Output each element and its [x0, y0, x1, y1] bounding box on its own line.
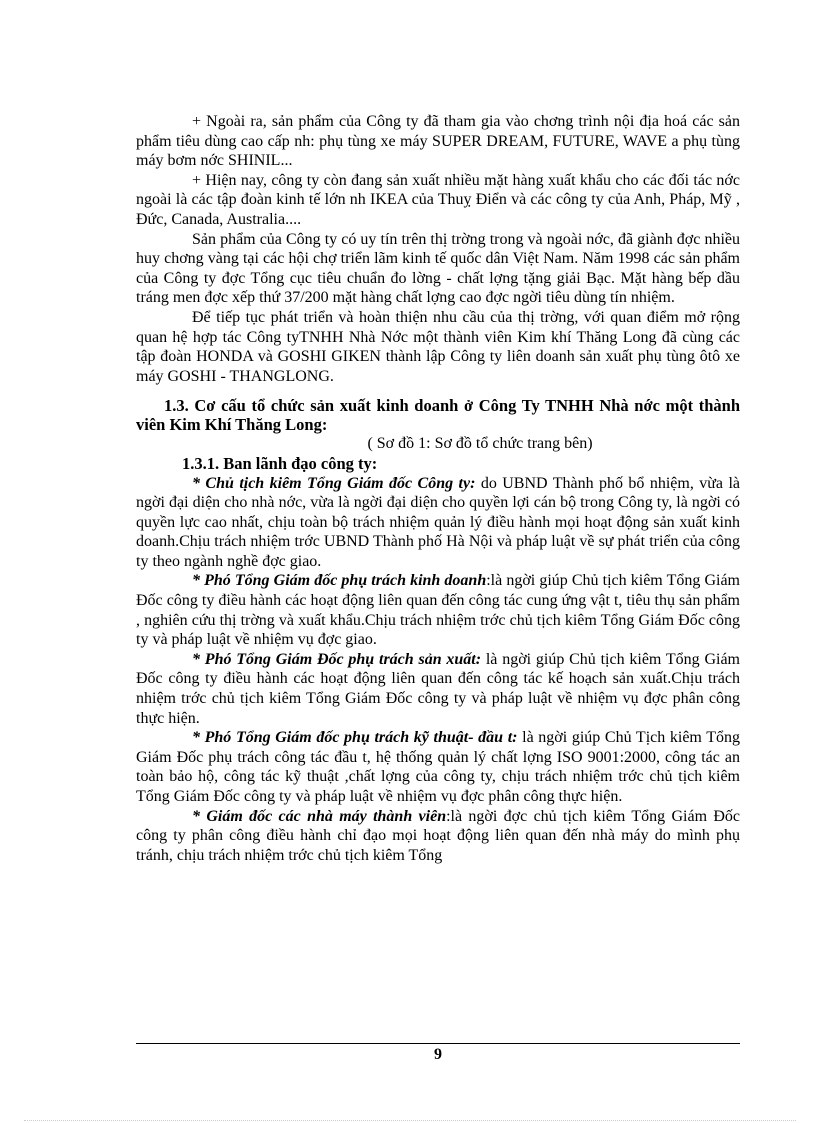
role-description: là ngời giúp Chủ tịch kiêm Tổng Giám Đốc công ty điều hành các hoạt động liên quan đến công tác kế hoạch sản xuất.Chịu trách nhiệm trớc chủ tịch kiêm Tổng Giám Đốc công ty và pháp luật về nhiệm vụ đợc phân công thực hiện.	[136, 650, 740, 727]
role-title: * Chủ tịch kiêm Tổng Giám đốc Công ty:	[192, 474, 476, 492]
role-chairman	[136, 474, 740, 572]
page-body	[136, 112, 740, 865]
section-heading: 1.3. Cơ cấu tổ chức sản xuất kinh doanh ở Công Ty TNHH Nhà nớc một thành viên Kim Khí Thăng Long:	[136, 396, 740, 435]
role-title: * Phó Tổng Giám Đốc phụ trách sản xuất:	[192, 650, 482, 668]
role-description: là ngời giúp Chủ Tịch kiêm Tổng Giám Đốc phụ trách công tác đầu t, hệ thống quản lý chất lợng ISO 9001:2000, công tác an toàn bảo hộ, công tác kỹ thuật ,chất lợng của công ty, chịu trách nhiệm trớc chủ tịch kiêm Tổng Giám Đốc công ty và pháp luật về nhiệm vụ đợc phân công thực hiện.	[136, 729, 740, 805]
role-vp-technical	[136, 728, 740, 806]
role-title: * Phó Tổng Giám đốc phụ trách kinh doanh	[192, 572, 487, 590]
role-title: * Giám đốc các nhà máy thành viên	[192, 807, 447, 825]
footer-divider	[136, 1043, 740, 1044]
page-edge-divider	[24, 1120, 796, 1121]
role-factory-directors	[136, 807, 740, 866]
diagram-note: ( Sơ đồ 1: Sơ đồ tổ chức trang bên)	[367, 435, 593, 453]
role-description: :là ngời giúp Chủ tịch kiêm Tổng Giám Đốc công ty điều hành các hoạt động liên quan đến công tác cung ứng vật t, tiêu thụ sản phẩm , nghiên cứu thị trờng và xuất khẩu.Chịu trách nhiệm trớc chủ tịch kiêm Tổng Giám Đốc công ty và pháp luật về nhiệm vụ đợc giao.	[136, 572, 740, 649]
role-vp-production	[136, 650, 740, 728]
subsection-heading: 1.3.1. Ban lãnh đạo công ty:	[182, 453, 378, 473]
page-number: 9	[434, 1046, 442, 1063]
paragraph-reputation: Sản phẩm của Công ty có uy tín trên thị trờng trong và ngoài nớc, đã giành đợc nhiều huy chơng vàng tại các hội chợ triển lãm kinh tế quốc dân Việt Nam. Năm 1998 các sản phẩm của Công ty đợc Tổng cục tiêu chuẩn đo lờng - chất lợng tặng giải Bạc. Mặt hàng bếp dầu tráng men đợc xếp thứ 37/200 mặt hàng chất lợng cao đợc ngời tiêu dùng tín nhiệm.	[136, 230, 740, 307]
paragraph-localization: + Ngoài ra, sản phẩm của Công ty đã tham gia vào chơng trình nội địa hoá các sản phẩm tiêu dùng cao cấp nh: phụ tùng xe máy SUPER DREAM, FUTURE, WAVE a phụ tùng máy bơm nớc SHINIL...	[136, 113, 740, 170]
paragraph-export: + Hiện nay, công ty còn đang sản xuất nhiều mặt hàng xuất khẩu cho các đối tác nớc ngoài là các tập đoàn kinh tế lớn nh IKEA của Thuỵ Điển và các công ty của Anh, Pháp, Mỹ , Đức, Canada, Australia....	[136, 171, 740, 228]
role-vp-business	[136, 571, 740, 649]
role-description: do UBND Thành phố bổ nhiệm, vừa là ngời đại diện cho nhà nớc, vừa là ngời đại diện cho quyền lợi cán bộ trong Công ty, là ngời có quyền lực cao nhất, chịu toàn bộ trách nhiệm quản lý điều hành mọi hoạt động sản xuất kinh doanh.Chịu trách nhiệm trớc UBND Thành phố Hà Nội và pháp luật về sự phát triển của công ty theo ngành nghề đợc giao.	[136, 474, 740, 570]
role-title: * Phó Tổng Giám đốc phụ trách kỹ thuật- đầu t:	[192, 729, 518, 747]
role-description: :là ngời đợc chủ tịch kiêm Tổng Giám Đốc công ty phân công điều hành chỉ đạo mọi hoạt động liên quan đến nhà máy do mình phụ tránh, chịu trách nhiệm trớc chủ tịch kiêm Tổng	[136, 807, 741, 864]
paragraph-joint-venture: Để tiếp tục phát triển và hoàn thiện nhu cầu của thị trờng, với quan điểm mở rộng quan hệ hợp tác Công tyTNHH Nhà Nớc một thành viên Kim khí Thăng Long đã cùng các tập đoàn HONDA và GOSHI GIKEN thành lập Công ty liên doanh sản xuất phụ tùng ôtô xe máy GOSHI - THANGLONG.	[136, 308, 740, 385]
